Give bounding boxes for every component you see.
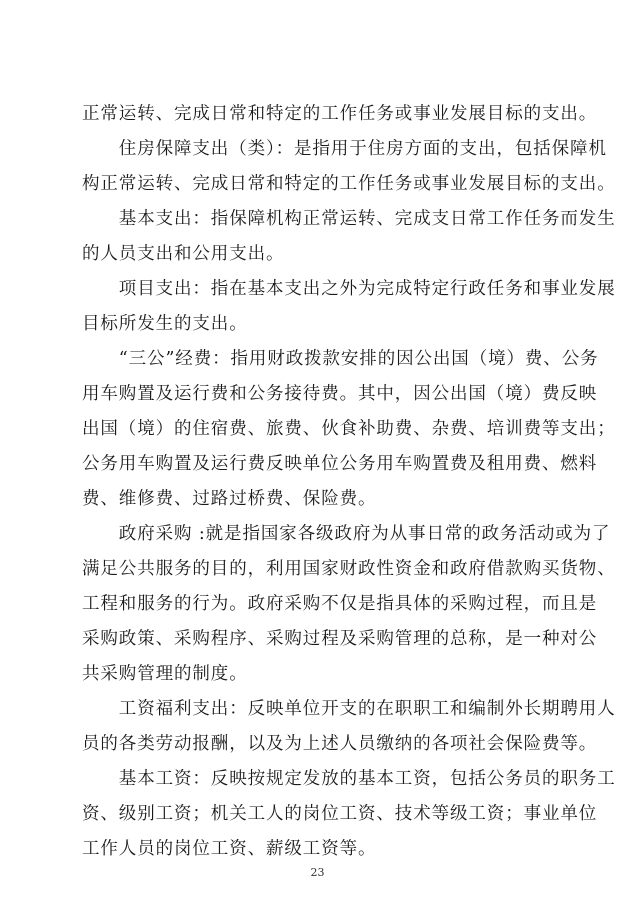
text-line: 目标所发生的支出。 <box>82 314 248 334</box>
text-line: 住房保障支出（类）：是指用于住房方面的支出，包括保障机 <box>82 139 607 159</box>
text-line: 构正常运转、完成日常和特定的工作任务或事业发展目标的支出。 <box>82 174 616 194</box>
text-line: 工程和服务的行为。政府采购不仅是指具体的采购过程，而且是 <box>82 594 598 614</box>
text-line: 采购政策、采购程序、采购过程及采购管理的总称，是一种对公 <box>82 629 598 649</box>
text-line: 基本支出：指保障机构正常运转、完成支日常工作任务而发生 <box>82 209 616 229</box>
text-line: 共采购管理的制度。 <box>82 664 248 684</box>
text-line: 员的各类劳动报酬，以及为上述人员缴纳的各项社会保险费等。 <box>82 734 598 754</box>
text-line: 的人员支出和公用支出。 <box>82 244 285 264</box>
text-line: 出国（境）的住宿费、旅费、伙食补助费、杂费、培训费等支出； <box>82 419 616 439</box>
text-line: 满足公共服务的目的，利用国家财政性资金和政府借款购买货物、 <box>82 559 616 579</box>
text-line: 费、维修费、过路过桥费、保险费。 <box>82 489 377 509</box>
text-line: 项目支出：指在基本支出之外为完成特定行政任务和事业发展 <box>82 279 616 299</box>
text-line: 工作人员的岗位工资、薪级工资等。 <box>82 839 377 859</box>
text-line: 用车购置及运行费和公务接待费。其中，因公出国（境）费反映 <box>82 384 598 404</box>
text-line: 资、级别工资；机关工人的岗位工资、技术等级工资；事业单位 <box>82 804 598 824</box>
text-line: “三公”经费：指用财政拨款安排的因公出国（境）费、公务 <box>82 349 599 369</box>
text-line: 正常运转、完成日常和特定的工作任务或事业发展目标的支出。 <box>82 104 598 124</box>
text-line: 公务用车购置及运行费反映单位公务用车购置费及租用费、燃料 <box>82 454 598 474</box>
text-line: 政府采购 :就是指国家各级政府为从事日常的政务活动或为了 <box>82 524 611 544</box>
page-number: 23 <box>310 866 325 879</box>
text-line: 工资福利支出：反映单位开支的在职职工和编制外长期聘用人 <box>82 699 616 719</box>
text-line: 基本工资：反映按规定发放的基本工资，包括公务员的职务工 <box>82 769 616 789</box>
